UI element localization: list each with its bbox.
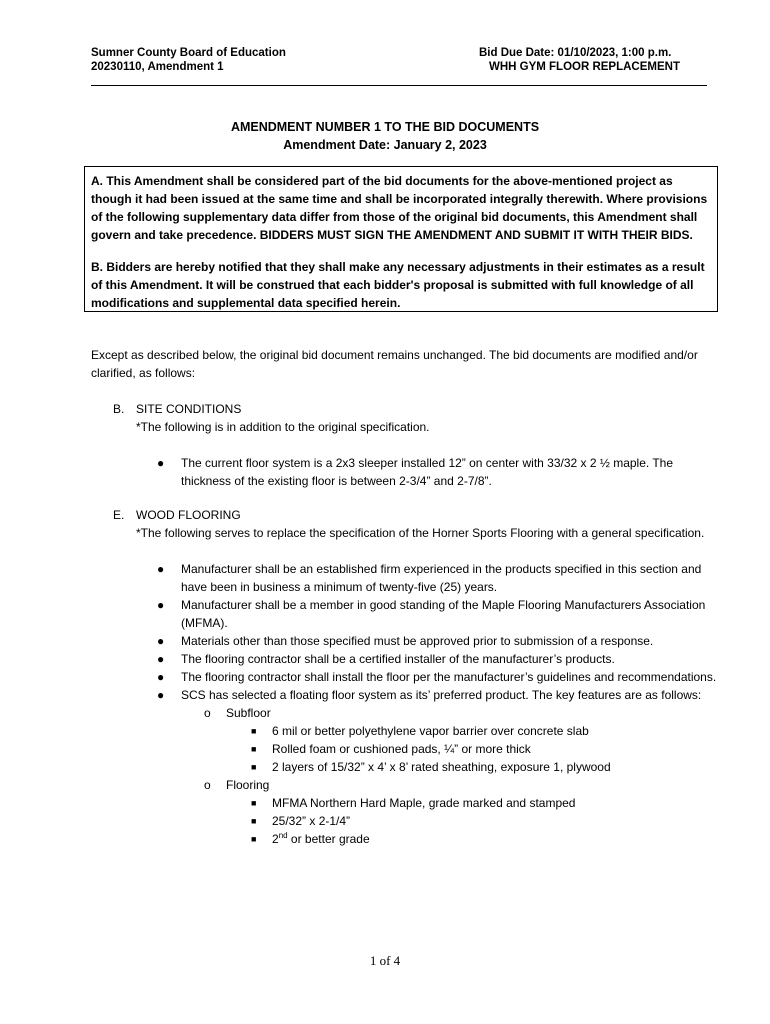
flooring-list [226,794,721,848]
flooring-item: o Flooring ■ MFMA Northern Hard Maple, grade marked and stamped ■ 25/32” x 2-1/4” ■ 2nd or better grade [226,776,721,848]
subfloor-item: o Subfloor ■ 6 mil or better polyethylene vapor barrier over concrete slab ■ Rolled foam or cushioned pads, ¼” or more thick ■ 2 layers of 15/32” x 4’ x 8’ rated sheathing, exposure 1, plywood [226,704,721,776]
header-project: WHH GYM FLOOR REPLACEMENT [488,61,680,73]
bullet-icon: ● [157,670,165,684]
bullet-icon: ● [157,652,165,666]
list-item: ● Manufacturer shall be an established firm experienced in the products specified in this section and have been in business a minimum of twenty-five (25) years. [157,562,702,594]
list-item: ● The flooring contractor shall install the floor per the manufacturer’s guidelines and recommendations. [157,670,717,684]
amendment-notice-box [84,166,718,312]
circle-bullet-icon: o [204,778,211,792]
section-title: SITE CONDITIONS [136,402,242,416]
square-bullet-icon: ■ [251,834,257,844]
intro-paragraph: Except as described below, the original bid document remains unchanged. The bid documents are modified and/or clarified, as follows: [91,348,698,380]
list-item: ■ 6 mil or better polyethylene vapor barrier over concrete slab [251,724,589,738]
section-title: WOOD FLOORING [136,508,241,522]
list-item: ■ 25/32” x 2-1/4” [251,814,351,828]
section-letter: B. [113,402,125,416]
square-bullet-icon: ■ [251,762,257,772]
bullet-icon: ● [157,634,165,648]
header-right [479,46,680,74]
list-item: ● The flooring contractor shall be a certified installer of the manufacturer’s products. [157,652,615,666]
header-rule [91,85,707,86]
section-letter: E. [113,508,125,522]
square-bullet-icon: ■ [251,816,257,826]
list-item: ● Materials other than those specified must be approved prior to submission of a response. [157,634,654,648]
section-heading [91,506,721,524]
title-line-2: Amendment Date: January 2, 2023 [283,138,487,152]
section-heading [91,400,721,418]
key-features-list [181,704,721,848]
list-item: ■ 2 layers of 15/32” x 4’ x 8’ rated sheathing, exposure 1, plywood [251,760,611,774]
circle-bullet-icon: o [204,706,211,720]
list-item: ● SCS has selected a floating floor system as its’ preferred product. The key features are as follows: o Subfloor ■ 6 mil or better polyethylene vapor barrier over concrete slab ■ Rolled foam or cushioned pads, ¼” or more thick ■ 2 layers of 15/32” x 4’ x 8’ rated sheathing, exposure 1, plywood o Flooring ■ MFMA Northern Hard Maple, grade marked and stamped ■ 25/32” x 2-1/4” ■ 2nd or better grade [181,686,721,848]
list-item: ■ MFMA Northern Hard Maple, grade marked and stamped [251,796,576,810]
header-org: Sumner County Board of Education [91,47,286,59]
list-item: ■ Rolled foam or cushioned pads, ¼” or more thick [251,742,531,756]
list-item: ● Manufacturer shall be a member in good standing of the Maple Flooring Manufacturers Association (MFMA). [157,598,706,630]
page-number: 1 of 4 [369,953,401,968]
bullet-icon: ● [157,688,165,702]
square-bullet-icon: ■ [251,798,257,808]
notice-a: A. This Amendment shall be considered part of the bid documents for the above-mentioned project as though it had been issued at the same time and shall be incorporated integrally therewith. Where provisions of the following supplementary data differ from those of the original bid documents, this Amendment shall govern and take precedence. BIDDERS MUST SIGN THE AMENDMENT AND SUBMIT IT WITH THEIR BIDS. [91,174,708,242]
square-bullet-icon: ■ [251,726,257,736]
notice-b: B. Bidders are hereby notified that they shall make any necessary adjustments in their estimates as a result of this Amendment. It will be construed that each bidder's proposal is submitted with full knowledge of all modifications and supplemental data specified herein. [91,260,705,310]
header-left [91,46,286,74]
list-item: ■ 2nd or better grade [251,831,370,846]
bullet-list [91,454,721,490]
bullet-icon: ● [157,598,165,612]
header-due-date: Bid Due Date: 01/10/2023, 1:00 p.m. [478,47,672,59]
section-wood-flooring [91,506,721,848]
title-line-1: AMENDMENT NUMBER 1 TO THE BID DOCUMENTS [230,120,540,134]
section-note: *The following serves to replace the specification of the Horner Sports Flooring with a general specification. [136,526,705,540]
bullet-icon: ● [157,456,165,470]
section-note: *The following is in addition to the original specification. [136,420,430,434]
bullet-icon: ● [157,562,165,576]
section-site-conditions [91,400,721,490]
list-item: ● The current floor system is a 2x3 sleeper installed 12” on center with 33/32 x 2 ½ maple. The thickness of the existing floor is between 2-3/4” and 2-7/8”. [157,456,674,488]
bullet-list [91,560,721,848]
header-ref: 20230110, Amendment 1 [91,61,224,73]
document-title [0,118,770,154]
square-bullet-icon: ■ [251,744,257,754]
subfloor-list [226,722,721,776]
document-body [91,346,721,864]
